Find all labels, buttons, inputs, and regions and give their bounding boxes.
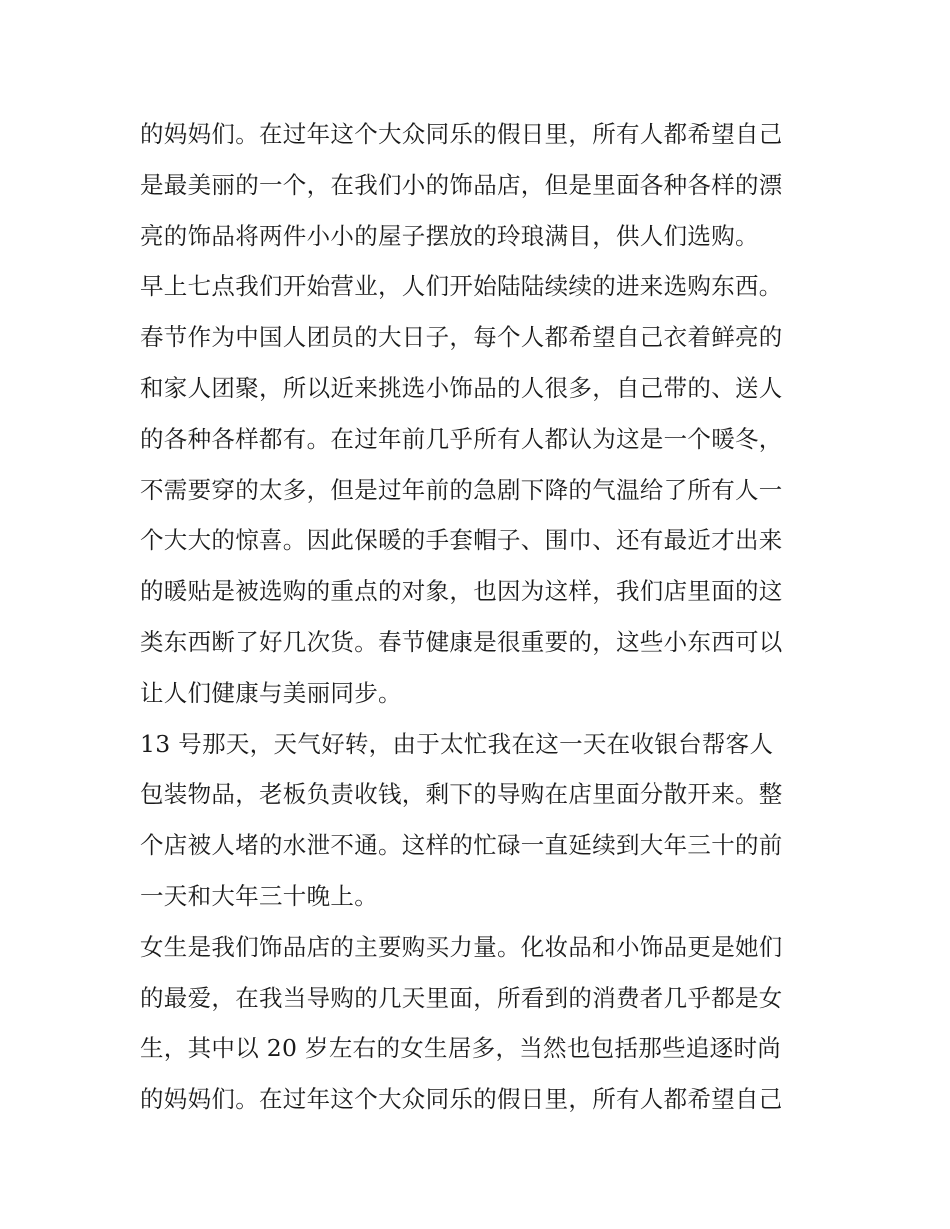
text-line: 让人们健康与美丽同步。 xyxy=(140,678,402,707)
text-line: 的妈妈们。在过年这个大众同乐的假日里，所有人都希望自己 xyxy=(140,1085,783,1114)
text-line: 春节作为中国人团员的大日子，每个人都希望自己衣着鲜亮的 xyxy=(140,323,783,352)
text-line: 13 号那天，天气好转，由于太忙我在这一天在收银台帮客人 xyxy=(140,729,774,758)
text-line: 的最爱，在我当导购的几天里面，所看到的消费者几乎都是女 xyxy=(140,983,783,1012)
text-line: 早上七点我们开始营业，人们开始陆陆续续的进来选购东西。 xyxy=(140,272,783,301)
text-line: 不需要穿的太多，但是过年前的急剧下降的气温给了所有人一 xyxy=(140,475,783,504)
text-line: 的妈妈们。在过年这个大众同乐的假日里，所有人都希望自己 xyxy=(140,120,783,148)
text-line: 一天和大年三十晚上。 xyxy=(140,881,378,910)
text-line: 是最美丽的一个，在我们小的饰品店，但是里面各种各样的漂 xyxy=(140,170,783,199)
text-line: 女生是我们饰品店的主要购买力量。化妆品和小饰品更是她们 xyxy=(140,932,783,961)
text-line: 的暖贴是被选购的重点的对象，也因为这样，我们店里面的这 xyxy=(140,577,783,606)
text-line: 亮的饰品将两件小小的屋子摆放的玲琅满目，供人们选购。 xyxy=(140,221,759,250)
text-line: 包装物品，老板负责收钱，剩下的导购在店里面分散开来。整 xyxy=(140,780,783,809)
text-line: 生，其中以 20 岁左右的女生居多，当然也包括那些追逐时尚 xyxy=(140,1034,782,1063)
text-line: 个店被人堵的水泄不通。这样的忙碌一直延续到大年三十的前 xyxy=(140,831,783,860)
text-line: 个大大的惊喜。因此保暖的手套帽子、围巾、还有最近才出来 xyxy=(140,526,783,555)
body-text xyxy=(140,109,820,1125)
text-line: 的各种各样都有。在过年前几乎所有人都认为这是一个暖冬， xyxy=(140,424,783,453)
text-line: 和家人团聚，所以近来挑选小饰品的人很多，自己带的、送人 xyxy=(140,373,783,402)
text-line: 类东西断了好几次货。春节健康是很重要的，这些小东西可以 xyxy=(140,627,783,656)
